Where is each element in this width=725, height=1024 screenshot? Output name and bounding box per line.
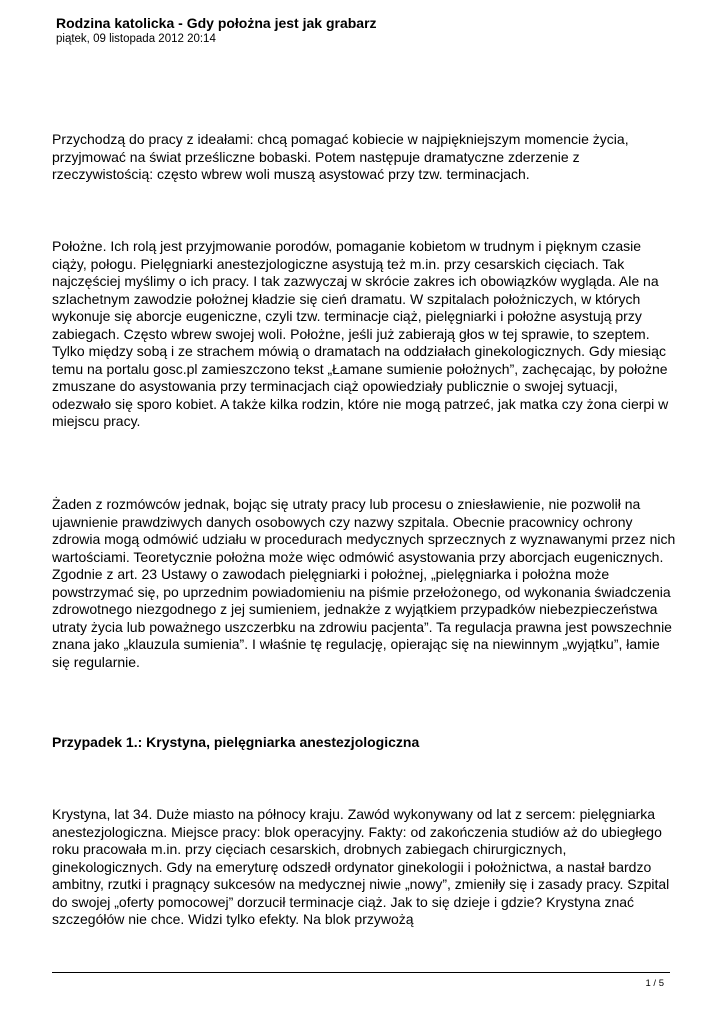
- section-subheading: Przypadek 1.: Krystyna, pielęgniarka anestezjologiczna: [52, 734, 420, 750]
- article-paragraph: Przychodzą do pracy z ideałami: chcą pomagać kobiecie w najpiękniejszym momencie życia, przyjmować na świat prześliczne bobaski. Potem następuje dramatyczne zderzenie z rzeczywistością: często wbrew woli muszą asystować przy tzw. terminacjach.: [52, 131, 629, 182]
- document-title: Rodzina katolicka - Gdy położna jest jak grabarz: [56, 15, 377, 31]
- publication-date: piątek, 09 listopada 2012 20:14: [56, 33, 216, 45]
- article-paragraph: Krystyna, lat 34. Duże miasto na północy kraju. Zawód wykonywany od lat z sercem: pielęgniarka anestezjologiczna. Miejsce pracy: blok operacyjny. Fakty: od zakończenia studiów aż do ubiegłego roku pracowała m.in. przy cięciach cesarskich, drobnych zabiegach chirurgicznych, ginekologicznych. Gdy na emeryturę odszedł ordynator ginekologii i położnictwa, a nastał bardzo ambitny, rzutki i pragnący sukcesów na medycznej niwie „nowy”, zmieniły się i zasady pracy. Szpital do swojej „oferty pomocowej” dorzucił terminacje ciąż. Jak to się dzieje i gdzie? Krystyna znać szczegółów nie chce. Widzi tylko efekty. Na blok przywożą: [52, 806, 670, 927]
- article-paragraph: Żaden z rozmówców jednak, bojąc się utraty pracy lub procesu o zniesławienie, nie pozwolił na ujawnienie prawdziwych danych osobowych czy nazwy szpitala. Obecnie pracownicy ochrony zdrowia mogą odmówić udziału w procedurach medycznych sprzecznych z wyznawanymi przez nich wartościami. Teoretycznie położna może więc odmówić asystowania przy aborcjach eugenicznych. Zgodnie z art. 23 Ustawy o zawodach pielęgniarki i położnej, „pielęgniarka i położna może powstrzymać się, po uprzednim powiadomieniu na piśmie przełożonego, od wykonania świadczenia zdrowotnego niezgodnego z jej sumieniem, jednakże z wyjątkiem przypadków niebezpieczeństwa utraty życia lub poważnego uszczerbku na zdrowiu pacjenta”. Ta regulacja prawna jest powszechnie znana jako „klauzula sumienia”. I właśnie tę regulację, opierając się na niewinnym „wyjątku”, łamie się regularnie.: [52, 496, 676, 670]
- page-number: 1 / 5: [645, 978, 664, 989]
- article-paragraph: Położne. Ich rolą jest przyjmowanie porodów, pomaganie kobietom w trudnym i pięknym czasie ciąży, połogu. Pielęgniarki anestezjologiczne asystują też m.in. przy cesarskich cięciach. Tak najczęściej myślimy o ich pracy. I tak zazwyczaj w skrócie zakres ich obowiązków wygląda. Ale na szlachetnym zawodzie położnej kładzie się cień dramatu. W szpitalach położniczych, w których wykonuje się aborcje eugeniczne, czyli tzw. terminacje ciąż, pielęgniarki i położne asystują przy zabiegach. Często wbrew swojej woli. Położne, jeśli już zabierają głos w tej sprawie, to szeptem. Tylko między sobą i ze strachem mówią o dramatach na oddziałach ginekologicznych. Gdy miesiąc temu na portalu gosc.pl zamieszczono tekst „Łamane sumienie położnych”, zachęcając, by położne zmuszane do asystowania przy terminacjach ciąż opowiedziały publicznie o swojej sytuacji, odezwało się sporo kobiet. A także kilka rodzin, które nie mogą patrzeć, jak matka czy żona cierpi w miejscu pracy.: [52, 238, 669, 429]
- footer-divider: [52, 972, 670, 973]
